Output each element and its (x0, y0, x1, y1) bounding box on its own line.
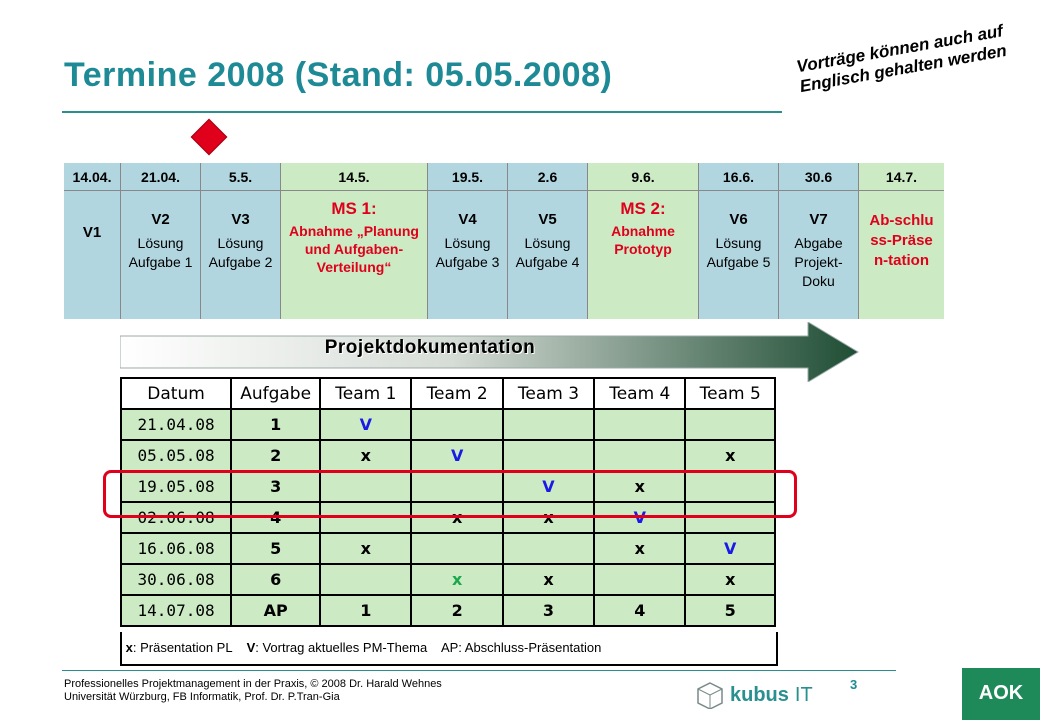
timeline-date: 30.6 (779, 163, 858, 191)
table-header-row (121, 378, 775, 409)
table-cell: x (411, 502, 502, 533)
table-cell: 6 (231, 564, 320, 595)
timeline-date: 2.6 (508, 163, 587, 191)
highlight-row-box (103, 470, 797, 518)
table-cell: x (320, 533, 411, 564)
table-cell (594, 440, 685, 471)
cube-icon (696, 681, 724, 709)
timeline-desc: Lösung Aufgabe 2 (208, 235, 273, 270)
milestone-title: MS 1: (331, 199, 377, 218)
timeline-column (779, 163, 859, 319)
table-cell (320, 564, 411, 595)
legend-v-key: V (246, 640, 256, 655)
timeline-code: V1 (82, 224, 102, 241)
table-row (121, 409, 775, 440)
footer-divider (62, 670, 896, 671)
timeline-column (699, 163, 779, 319)
table-row (121, 595, 775, 626)
timeline-body (779, 191, 858, 319)
timeline-body (588, 191, 698, 319)
table-cell: x (503, 502, 594, 533)
timeline-column (428, 163, 508, 319)
timeline-date: 14.5. (281, 163, 427, 191)
table-cell: 2 (411, 595, 502, 626)
footer-line-2: Universität Würzburg, FB Informatik, Prof. Dr. P.Tran-Gia (64, 691, 340, 703)
table-cell: 05.05.08 (121, 440, 231, 471)
table-cell (594, 564, 685, 595)
table-header: Aufgabe (231, 378, 320, 409)
table-cell: V (320, 409, 411, 440)
timeline-code: V7 (809, 211, 828, 228)
abschluss-desc: Ab-schluss-Präsen-tation (869, 212, 934, 269)
table-legend (120, 632, 778, 666)
table-header: Team 3 (503, 378, 594, 409)
page-number: 3 (850, 677, 858, 692)
timeline-code: V6 (729, 211, 748, 228)
footer (64, 678, 442, 704)
timeline-date: 19.5. (428, 163, 507, 191)
timeline-body (508, 191, 587, 319)
table-cell: 5 (231, 533, 320, 564)
timeline-column (121, 163, 201, 319)
kubus-logo-it: IT (794, 683, 813, 706)
table-header: Team 2 (411, 378, 502, 409)
table-cell: 1 (231, 409, 320, 440)
timeline-code: V5 (538, 211, 557, 228)
timeline-body (201, 191, 280, 319)
table-cell: 2 (231, 440, 320, 471)
timeline-body (64, 191, 120, 319)
table-row (121, 440, 775, 471)
table-cell: 1 (320, 595, 411, 626)
timeline-column (508, 163, 588, 319)
timeline-code: V3 (231, 211, 250, 228)
timeline-desc: Lösung Aufgabe 5 (706, 235, 771, 270)
aok-logo-text: AOK (978, 682, 1024, 704)
table-cell: 19.05.08 (121, 471, 231, 502)
table-cell (594, 409, 685, 440)
table-cell (685, 409, 775, 440)
timeline-date: 9.6. (588, 163, 698, 191)
table-cell: 4 (594, 595, 685, 626)
table-header: Team 4 (594, 378, 685, 409)
timeline-column (859, 163, 944, 319)
timeline-body (859, 191, 944, 319)
milestone-desc: Abnahme „Planung und Aufgaben-Verteilung“ (289, 223, 419, 275)
table-cell: 21.04.08 (121, 409, 231, 440)
current-date-marker (191, 119, 228, 156)
table-cell (411, 409, 502, 440)
table-cell: 3 (231, 471, 320, 502)
table-cell (503, 533, 594, 564)
timeline-column (64, 163, 121, 319)
timeline-column (201, 163, 281, 319)
table-cell: x (594, 471, 685, 502)
timeline-desc: Abgabe Projekt-Doku (794, 235, 843, 289)
timeline-column (588, 163, 699, 319)
table-cell: x (594, 533, 685, 564)
table-cell (503, 409, 594, 440)
aok-logo (962, 668, 1040, 720)
page-title: Termine 2008 (Stand: 05.05.2008) (64, 56, 613, 94)
footer-line-1: Professionelles Projektmanagement in der Praxis, © 2008 Dr. Harald Wehnes (64, 678, 442, 690)
legend-ap-text: AP: Abschluss-Präsentation (440, 640, 602, 655)
timeline (64, 163, 944, 319)
table-header: Team 5 (685, 378, 775, 409)
timeline-body (121, 191, 200, 319)
timeline-column (281, 163, 428, 319)
table-cell: x (411, 564, 502, 595)
timeline-date: 16.6. (699, 163, 778, 191)
table-cell: V (685, 533, 775, 564)
timeline-code: V2 (151, 211, 170, 228)
legend-x-key: x (125, 640, 133, 655)
table-header: Team 1 (320, 378, 411, 409)
table-cell (411, 533, 502, 564)
timeline-desc: Lösung Aufgabe 3 (435, 235, 500, 270)
table-cell: x (685, 440, 775, 471)
timeline-code: V4 (458, 211, 477, 228)
timeline-date: 14.7. (859, 163, 944, 191)
timeline-date: 14.04. (64, 163, 120, 191)
table-cell: x (503, 564, 594, 595)
table-cell: V (411, 440, 502, 471)
kubus-logo (696, 680, 813, 710)
language-note: Vorträge können auch auf Englisch gehalten werden (795, 21, 1009, 97)
table-row (121, 564, 775, 595)
table-cell: 4 (231, 502, 320, 533)
legend-x-text: : Präsentation PL (132, 640, 233, 655)
legend-v-text: : Vortrag aktuelles PM-Thema (255, 640, 428, 655)
table-cell (503, 440, 594, 471)
table-cell: V (594, 502, 685, 533)
timeline-body (699, 191, 778, 319)
timeline-date: 5.5. (201, 163, 280, 191)
table-cell: V (503, 471, 594, 502)
milestone-title: MS 2: (620, 199, 666, 218)
kubus-logo-text: kubus (730, 683, 789, 706)
arrow-label: Projektdokumentation (324, 337, 536, 358)
timeline-desc: Lösung Aufgabe 1 (128, 235, 193, 270)
table-cell: 14.07.08 (121, 595, 231, 626)
table-cell: 16.06.08 (121, 533, 231, 564)
table-cell: 3 (503, 595, 594, 626)
milestone-desc: Abnahme Prototyp (611, 223, 675, 257)
table-row (121, 533, 775, 564)
timeline-date: 21.04. (121, 163, 200, 191)
table-cell: 30.06.08 (121, 564, 231, 595)
title-divider (62, 111, 782, 113)
table-cell: 5 (685, 595, 775, 626)
timeline-body (428, 191, 507, 319)
table-cell: AP (231, 595, 320, 626)
table-cell: 02.06.08 (121, 502, 231, 533)
timeline-desc: Lösung Aufgabe 4 (515, 235, 580, 270)
timeline-body (281, 191, 427, 319)
table-header: Datum (121, 378, 231, 409)
table-cell: x (685, 564, 775, 595)
table-cell: x (320, 440, 411, 471)
